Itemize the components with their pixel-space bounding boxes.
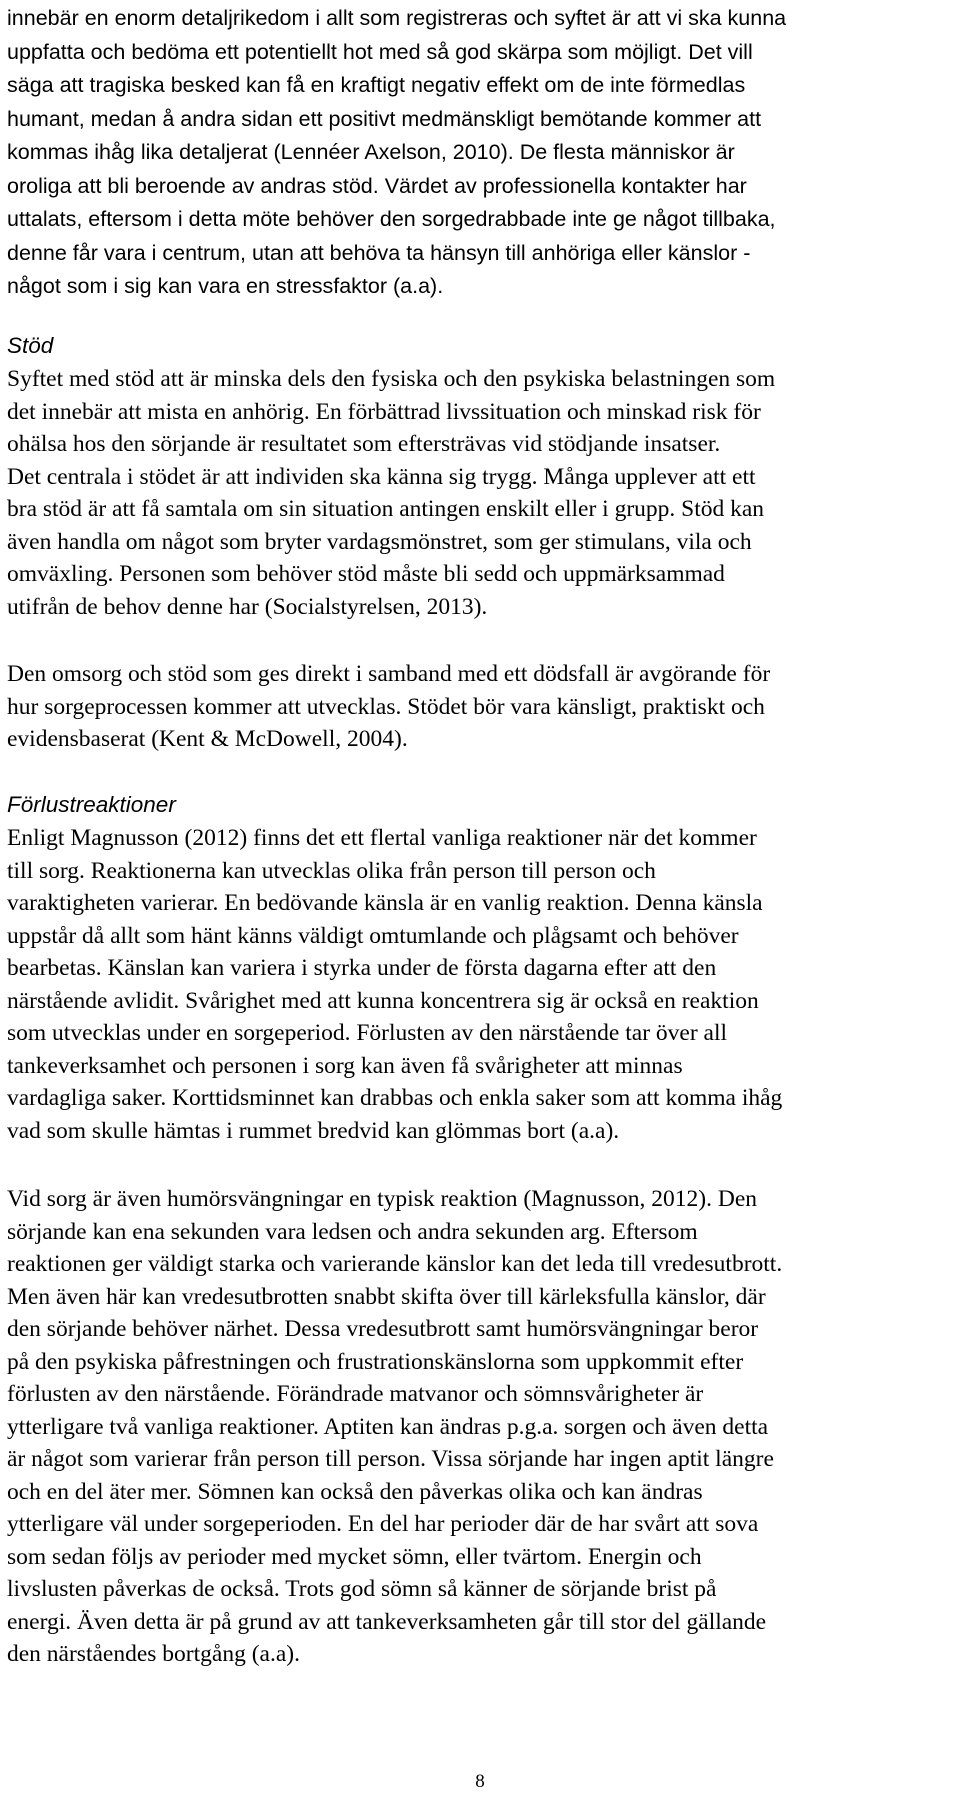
text-line: bra stöd är att få samtala om sin situation antingen enskilt eller i grupp. Stöd kan [7,496,765,522]
section-heading-forlustreaktioner: Förlustreaktioner [7,792,176,817]
text-line: oroliga att bli beroende av andras stöd. Värdet av professionella kontakter har [7,173,747,198]
text-line: förlusten av den närstående. Förändrade matvanor och sömnsvårigheter är [7,1381,704,1407]
text-line: till sorg. Reaktionerna kan utvecklas olika från person till person och [7,857,656,884]
text-line: vad som skulle hämtas i rummet bredvid kan glömmas bort (a.a). [7,1117,620,1144]
text-line: humant, medan å andra sidan ett positivt medmänskligt bemötande kommer att [7,106,762,131]
text-line: närstående avlidit. Svårighet med att kunna koncentrera sig är också en reaktion [7,987,759,1014]
text-line: omväxling. Personen som behöver stöd måste bli sedd och uppmärksammad [7,561,725,587]
text-line: ytterligare väl under sorgeperioden. En del har perioder där de har svårt att sova [7,1511,759,1537]
text-line: kommas ihåg lika detaljerat (Lennéer Axelson, 2010). De flesta människor är [7,140,735,164]
stod-paragraph-2 [7,658,770,756]
text-line: denne får vara i centrum, utan att behöva ta hänsyn till anhöriga eller känslor - [7,240,751,265]
text-line: reaktionen ger väldigt starka och varierande känslor kan det leda till vredesutbrott. [7,1251,783,1277]
text-line: livslusten påverkas de också. Trots god sömn så känner de sörjande brist på [7,1576,717,1602]
text-line: är något som varierar från person till person. Vissa sörjande har ingen aptit längre [7,1446,774,1472]
text-line: ytterligare två vanliga reaktioner. Aptiten kan ändras p.g.a. sorgen och även detta [7,1413,769,1440]
text-line: vardagliga saker. Korttidsminnet kan drabbas och enkla saker som att komma ihåg [7,1085,783,1111]
text-line: innebär en enorm detaljrikedom i allt som registreras och syftet är att vi ska kunna [7,6,787,30]
text-line: Men även här kan vredesutbrotten snabbt skifta över till kärleksfulla känslor, där [7,1283,766,1310]
text-line: något som i sig kan vara en stressfaktor (a.a). [7,274,444,298]
text-line: uppfatta och bedöma ett potentiellt hot med så god skärpa som möjligt. Det vill [7,39,753,64]
text-line: det innebär att mista en anhörig. En förbättrad livssituation och minskad risk för [7,398,761,425]
text-line: på den psykiska påfrestningen och frustrationskänslorna som uppkommit efter [7,1348,744,1375]
text-line: Den omsorg och stöd som ges direkt i samband med ett dödsfall är avgörande för [7,661,771,687]
text-line: bearbetas. Känslan kan variera i styrka under de första dagarna efter att den [7,955,717,981]
text-line: den närståendes bortgång (a.a). [7,1641,300,1667]
text-line: Vid sorg är även humörsvängningar en typisk reaktion (Magnusson, 2012). Den [7,1186,758,1212]
text-line: tankeverksamhet och personen i sorg kan även få svårigheter att minnas [7,1052,683,1079]
text-line: den sörjande behöver närhet. Dessa vredesutbrott samt humörsvängningar beror [7,1316,759,1342]
intro-paragraph [7,2,786,304]
text-line: hur sorgeprocessen kommer att utvecklas. Stödet bör vara känsligt, praktiskt och [7,693,765,720]
text-line: energi. Även detta är på grund av att tankeverksamheten går till stor del gällande [7,1608,767,1635]
text-line: som utvecklas under en sorgeperiod. Förlusten av den närstående tar över all [7,1020,728,1046]
stod-paragraph-1 [7,363,775,623]
text-line: Enligt Magnusson (2012) finns det ett flertal vanliga reaktioner när det kommer [7,825,757,851]
text-line: uppstår då allt som hänt känns väldigt omtumlande och plågsamt och behöver [7,922,739,949]
text-line: säga att tragiska besked kan få en kraftigt negativ effekt om de inte förmedlas [7,73,746,97]
section-heading-stod: Stöd [7,333,54,358]
page-number: 8 [475,1771,485,1792]
text-line: även handla om något som bryter vardagsmönstret, som ger stimulans, vila och [7,528,752,555]
text-line: och en del äter mer. Sömnen kan också den påverkas olika och kan ändras [7,1478,703,1505]
text-line: som sedan följs av perioder med mycket sömn, eller tvärtom. Energin och [7,1543,702,1570]
forlust-paragraph-1 [7,822,782,1147]
text-line: utifrån de behov denne har (Socialstyrelsen, 2013). [7,593,488,620]
forlust-paragraph-2 [7,1183,782,1671]
text-line: evidensbaserat (Kent & McDowell, 2004). [7,726,408,752]
text-line: sörjande kan ena sekunden vara ledsen och andra sekunden arg. Eftersom [7,1218,698,1245]
text-line: Det centrala i stödet är att individen ska känna sig trygg. Många upplever att ett [7,463,756,490]
text-line: uttalats, eftersom i detta möte behöver den sorgedrabbade inte ge något tillbaka, [7,207,776,231]
text-line: ohälsa hos den sörjande är resultatet som eftersträvas vid stödjande insatser. [7,431,721,457]
text-line: Syftet med stöd att är minska dels den fysiska och den psykiska belastningen som [7,366,776,392]
text-line: varaktigheten varierar. En bedövande känsla är en vanlig reaktion. Denna känsla [7,890,763,916]
